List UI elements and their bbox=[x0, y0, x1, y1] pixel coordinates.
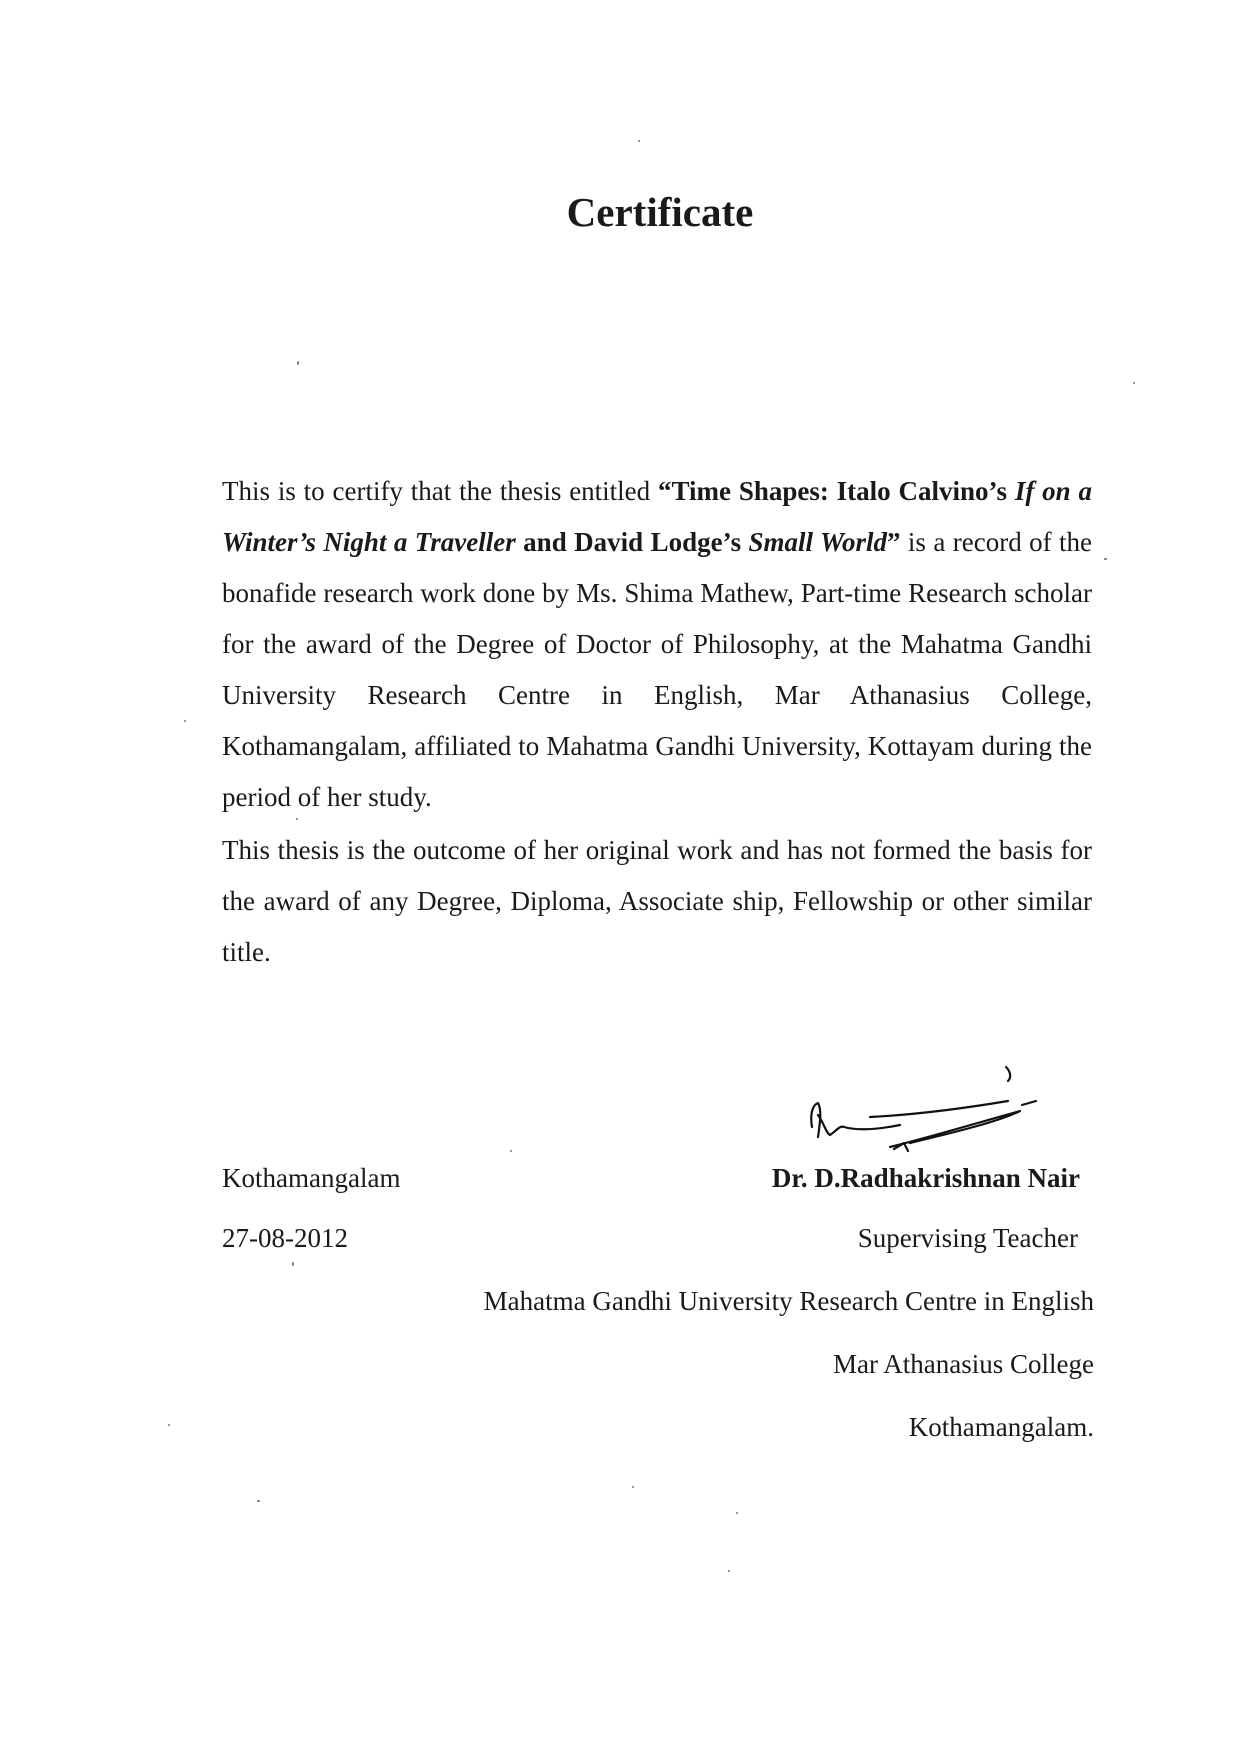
thesis-title-italic-calvino: If on a Winter’s Night a Traveller bbox=[222, 476, 1093, 557]
thesis-title-bold: “Time Shapes: Italo Calvino’s If on a Winter’s Night a Traveller and David Lodge’s Small World” bbox=[222, 476, 1093, 557]
scan-speck bbox=[292, 1262, 294, 1266]
signatory-role: Supervising Teacher bbox=[857, 1223, 1078, 1253]
signatory-town: Kothamangalam. bbox=[908, 1412, 1094, 1442]
place-text: Kothamangalam bbox=[222, 1163, 401, 1193]
thesis-title-italic-lodge: Small World bbox=[748, 527, 887, 557]
date-text: 27-08-2012 bbox=[222, 1223, 348, 1253]
scan-speck bbox=[728, 1570, 730, 1572]
scan-speck bbox=[168, 1424, 170, 1426]
scan-speck bbox=[296, 818, 298, 820]
scan-speck bbox=[736, 1512, 738, 1514]
scan-speck bbox=[1133, 382, 1135, 384]
certify-intro-text: This is to certify that the thesis entitled bbox=[222, 476, 658, 506]
scan-speck bbox=[184, 720, 186, 722]
certification-paragraph bbox=[222, 466, 1092, 823]
scan-speck bbox=[257, 1500, 260, 1502]
originality-paragraph: This thesis is the outcome of her original work and has not formed the basis for the award of any Degree, Diploma, Associate ship, Fellowship or other similar title. bbox=[222, 835, 1092, 967]
signature-image bbox=[800, 1065, 1050, 1175]
certificate-title: Certificate bbox=[566, 189, 754, 235]
scan-speck bbox=[297, 361, 299, 365]
certify-body-text: is a record of the bonafide research work done by Ms. Shima Mathew, Part-time Research scholar for the award of the Degree of Doctor of Philosophy, at the Mahatma Gandhi University Research Centre in English, Mar Athanasius College, Kothamangalam, affiliated to Mahatma Gandhi University, Kottayam during the period of her study. bbox=[222, 527, 1093, 812]
signatory-college: Mar Athanasius College bbox=[833, 1349, 1094, 1379]
scan-speck bbox=[510, 1150, 512, 1152]
signatory-name: Dr. D.Radhakrishnan Nair bbox=[771, 1163, 1080, 1193]
scan-speck bbox=[638, 140, 640, 142]
signatory-affiliation: Mahatma Gandhi University Research Centre in English bbox=[483, 1286, 1094, 1316]
scan-speck bbox=[632, 1486, 634, 1488]
scan-speck bbox=[1104, 558, 1107, 560]
